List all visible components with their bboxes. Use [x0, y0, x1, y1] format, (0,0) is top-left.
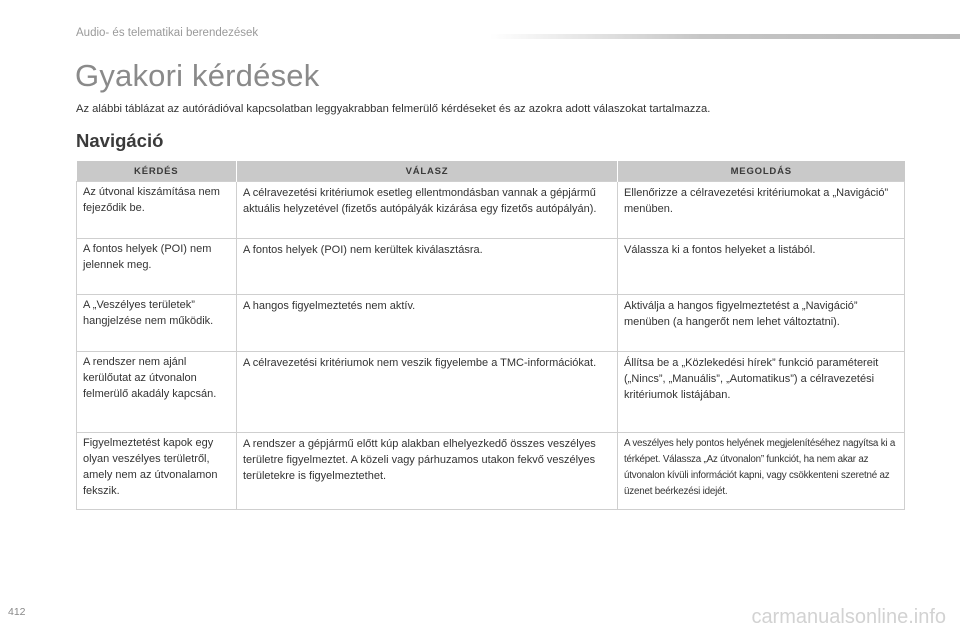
question-cell: Az útvonal kiszámítása nem fejeződik be.	[77, 182, 237, 239]
watermark: carmanualsonline.info	[751, 606, 946, 628]
question-cell: A rendszer nem ajánl kerülőutat az útvonalon felmerülő akadály kapcsán.	[77, 352, 237, 433]
table-row	[77, 433, 905, 510]
table-row	[77, 352, 905, 433]
question-cell: A „Veszélyes területek” hangjelzése nem működik.	[77, 295, 237, 352]
answer-cell: A rendszer a gépjármű előtt kúp alakban elhelyezkedő összes veszélyes területre figyelmeztet. A közeli vagy párhuzamos utakon fekvő veszélyes területekre is figyelmeztethet.	[237, 433, 618, 510]
solution-cell: A veszélyes hely pontos helyének megjelenítéséhez nagyítsa ki a térképet. Válassza „Az útvonalon” funkciót, ha nem akar az útvonalon kívüli információt kapni, vagy csökkenteni szeretné az üzenet beérkezési idejét.	[618, 433, 905, 510]
answer-cell: A hangos figyelmeztetés nem aktív.	[237, 295, 618, 352]
question-cell: Figyelmeztetést kapok egy olyan veszélyes területről, amely nem az útvonalamon fekszik.	[77, 433, 237, 510]
solution-cell: Ellenőrizze a célravezetési kritériumokat a „Navigáció” menüben.	[618, 182, 905, 239]
answer-cell: A célravezetési kritériumok nem veszik figyelembe a TMC-információkat.	[237, 352, 618, 433]
answer-cell: A célravezetési kritériumok esetleg ellentmondásban vannak a gépjármű aktuális helyzetével (fizetős autópályák kizárása egy fizetős autópályán).	[237, 182, 618, 239]
header-divider-bar	[490, 34, 960, 39]
page-title: Gyakori kérdések	[75, 58, 320, 93]
running-header: Audio- és telematikai berendezések	[76, 27, 259, 39]
table-row	[77, 239, 905, 295]
section-heading: Navigáció	[76, 130, 164, 151]
table-header-row	[77, 161, 905, 182]
answer-cell: A fontos helyek (POI) nem kerültek kiválasztásra.	[237, 239, 618, 295]
column-header-solution: MEGOLDÁS	[618, 161, 905, 182]
question-cell: A fontos helyek (POI) nem jelennek meg.	[77, 239, 237, 295]
table-row	[77, 295, 905, 352]
intro-paragraph: Az alábbi táblázat az autórádióval kapcsolatban leggyakrabban felmerülő kérdéseket és az azokra adott válaszokat tartalmazza.	[76, 103, 711, 115]
solution-cell: Válassza ki a fontos helyeket a listából.	[618, 239, 905, 295]
page-number: 412	[8, 606, 26, 618]
column-header-question: KÉRDÉS	[77, 161, 237, 182]
column-header-answer: VÁLASZ	[237, 161, 618, 182]
table-row	[77, 182, 905, 239]
faq-table	[76, 161, 905, 510]
solution-cell: Állítsa be a „Közlekedési hírek” funkció paramétereit („Nincs”, „Manuális”, „Automatikus”) a célravezetési kritériumok listájában.	[618, 352, 905, 433]
solution-cell: Aktiválja a hangos figyelmeztetést a „Navigáció” menüben (a hangerőt nem lehet változtatni).	[618, 295, 905, 352]
